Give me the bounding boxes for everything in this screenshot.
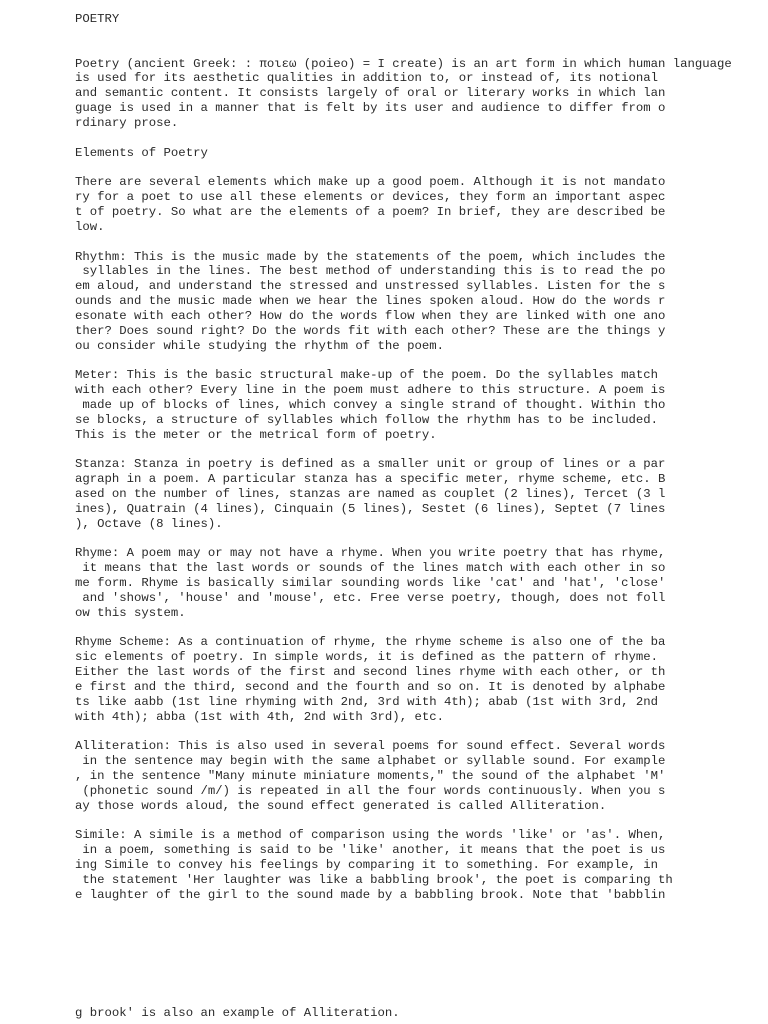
document-title: POETRY: [75, 12, 120, 26]
text-line: the statement 'Her laughter was like a babbling brook', the poet is comparing th: [75, 872, 673, 887]
paragraph-alliteration: [75, 739, 765, 813]
text-line: Either the last words of the first and second lines rhyme with each other, or th: [75, 665, 666, 680]
paragraph-elements-heading: [75, 146, 765, 161]
document-body: [75, 12, 765, 903]
paragraph-rhyme: [75, 546, 765, 620]
text-line: ay those words aloud, the sound effect generated is called Alliteration.: [75, 798, 607, 813]
text-line: There are several elements which make up a good poem. Although it is not mandato: [75, 175, 666, 190]
page-continuation-line: g brook' is also an example of Alliteration.: [75, 1006, 400, 1020]
text-line: ts like aabb (1st line rhyming with 2nd, 3rd with 4th); abab (1st with 3rd, 2nd: [75, 694, 658, 709]
paragraph-elements-intro: [75, 175, 765, 234]
text-line: (phonetic sound /m/) is repeated in all the four words continuously. When you s: [75, 783, 666, 798]
text-line: ow this system.: [75, 605, 186, 620]
text-line: with 4th); abba (1st with 4th, 2nd with 3rd), etc.: [75, 709, 444, 724]
text-line: syllables in the lines. The best method of understanding this is to read the po: [75, 264, 666, 279]
text-line: ounds and the music made when we hear the lines spoken aloud. How do the words r: [75, 294, 666, 309]
text-line: me form. Rhyme is basically similar sounding words like 'cat' and 'hat', 'close': [75, 576, 666, 591]
text-line: with each other? Every line in the poem must adhere to this structure. A poem is: [75, 383, 666, 398]
text-line: Alliteration: This is also used in several poems for sound effect. Several words: [75, 739, 666, 754]
text-line: ther? Does sound right? Do the words fit with each other? These are the things y: [75, 323, 666, 338]
text-line: agraph in a poem. A particular stanza has a specific meter, rhyme scheme, etc. B: [75, 472, 666, 487]
text-line: in a poem, something is said to be 'like' another, it means that the poet is us: [75, 843, 666, 858]
text-line: Meter: This is the basic structural make-up of the poem. Do the syllables match: [75, 368, 658, 383]
text-line: guage is used in a manner that is felt by its user and audience to differ from o: [75, 101, 666, 116]
text-line: e first and the third, second and the fourth and so on. It is denoted by alphabe: [75, 679, 666, 694]
text-line: , in the sentence "Many minute miniature moments," the sound of the alphabet 'M': [75, 769, 666, 784]
paragraph-stanza: [75, 457, 765, 531]
text-line: ased on the number of lines, stanzas are named as couplet (2 lines), Tercet (3 l: [75, 487, 666, 501]
text-line: e laughter of the girl to the sound made by a babbling brook. Note that 'babblin: [75, 887, 666, 902]
text-line: se blocks, a structure of syllables which follow the rhythm has to be included.: [75, 412, 658, 427]
text-line: Stanza: Stanza in poetry is defined as a smaller unit or group of lines or a par: [75, 457, 666, 472]
paragraph-rhyme-scheme: [75, 635, 765, 724]
text-line: Simile: A simile is a method of comparison using the words 'like' or 'as'. When,: [75, 828, 666, 843]
paragraph-simile: [75, 828, 765, 902]
paragraph-intro: [75, 57, 765, 131]
text-line: and 'shows', 'house' and 'mouse', etc. Free verse poetry, though, does not foll: [75, 590, 666, 605]
text-line: low.: [75, 219, 105, 234]
paragraphs: [75, 57, 765, 903]
text-line: Rhyme: A poem may or may not have a rhyme. When you write poetry that has rhyme,: [75, 546, 666, 561]
paragraph-rhythm: [75, 250, 765, 354]
text-line: ry for a poet to use all these elements or devices, they form an important aspec: [75, 190, 666, 205]
text-line: ing Simile to convey his feelings by comparing it to something. For example, in: [75, 858, 658, 873]
text-line: Rhyme Scheme: As a continuation of rhyme, the rhyme scheme is also one of the ba: [75, 635, 666, 650]
paragraph-meter: [75, 368, 765, 442]
text-line: sic elements of poetry. In simple words, it is defined as the pattern of rhyme.: [75, 650, 658, 665]
text-line: ), Octave (8 lines).: [75, 516, 223, 531]
text-line: rdinary prose.: [75, 115, 179, 130]
text-line: Rhythm: This is the music made by the statements of the poem, which includes the: [75, 249, 666, 264]
text-line: made up of blocks of lines, which convey a single strand of thought. Within tho: [75, 397, 666, 412]
text-line: t of poetry. So what are the elements of a poem? In brief, they are described be: [75, 204, 666, 219]
text-line: in the sentence may begin with the same alphabet or syllable sound. For example: [75, 754, 666, 769]
text-line: esonate with each other? How do the words flow when they are linked with one ano: [75, 308, 666, 323]
text-line: ou consider while studying the rhythm of the poem.: [75, 338, 444, 353]
text-line: is used for its aesthetic qualities in addition to, or instead of, its notional: [75, 71, 658, 86]
text-line: em aloud, and understand the stressed and unstressed syllables. Listen for the s: [75, 279, 666, 294]
text-line: and semantic content. It consists largely of oral or literary works in which lan: [75, 86, 666, 101]
text-line: This is the meter or the metrical form of poetry.: [75, 427, 437, 442]
text-line: Elements of Poetry: [75, 145, 208, 160]
text-line: ines), Quatrain (4 lines), Cinquain (5 lines), Sestet (6 lines), Septet (7 lines: [75, 501, 666, 516]
text-line: it means that the last words or sounds of the lines match with each other in so: [75, 561, 666, 576]
text-line: Poetry (ancient Greek: : ποιεω (poieo) = I create) is an art form in which human language: [75, 56, 732, 71]
